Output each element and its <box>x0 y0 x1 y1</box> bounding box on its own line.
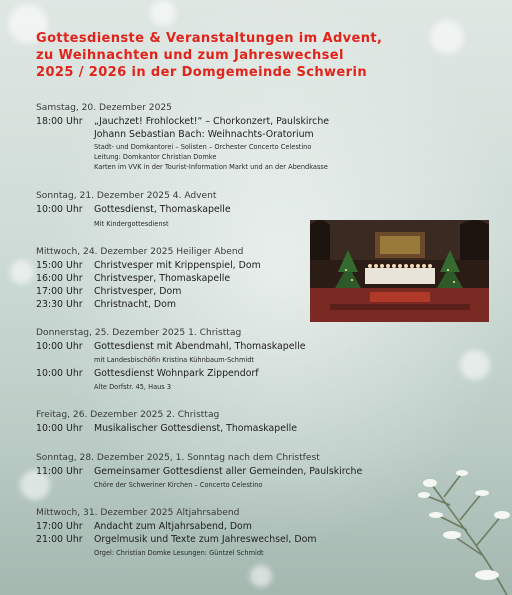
day-heading: Mittwoch, 24. Dezember 2025 Heiliger Abend <box>36 247 244 257</box>
event-row <box>36 367 259 380</box>
event-title: Christvesper, Thomaskapelle <box>94 273 231 284</box>
event-time: 10:00 Uhr <box>36 204 83 215</box>
event-title: Christvesper, Dom <box>94 286 182 297</box>
event-title: Christvesper mit Krippenspiel, Dom <box>94 260 261 271</box>
event-row <box>36 422 297 435</box>
bokeh-light <box>430 20 464 54</box>
event-time: 17:00 Uhr <box>36 286 83 297</box>
event-detail: Stadt- und Domkantorei – Solisten – Orchester Concerto Celestino <box>94 143 312 151</box>
event-time: 21:00 Uhr <box>36 534 83 545</box>
event-time: 10:00 Uhr <box>36 423 83 434</box>
event-detail: Karten im VVK in der Tourist-Information Markt und an der Abendkasse <box>94 163 328 171</box>
pine-branch-decoration <box>352 375 512 595</box>
event-row <box>36 259 261 272</box>
day-heading: Samstag, 20. Dezember 2025 <box>36 103 172 113</box>
title-line-3: 2025 / 2026 in der Domgemeinde Schwerin <box>36 65 367 80</box>
event-row <box>36 285 181 298</box>
event-row <box>36 298 176 311</box>
event-title: Gottesdienst, Thomaskapelle <box>94 204 231 215</box>
event-row <box>36 520 252 533</box>
event-detail: Mit Kindergottesdienst <box>94 220 169 228</box>
event-time: 11:00 Uhr <box>36 466 83 477</box>
event-title: Musikalischer Gottesdienst, Thomaskapelle <box>94 423 297 434</box>
day-heading: Sonntag, 21. Dezember 2025 4. Advent <box>36 191 217 201</box>
day-heading: Freitag, 26. Dezember 2025 2. Christtag <box>36 410 220 420</box>
event-row <box>94 128 314 141</box>
event-row <box>36 465 362 478</box>
event-title: Gemeinsamer Gottesdienst aller Gemeinden, Paulskirche <box>94 466 363 477</box>
event-time: 18:00 Uhr <box>36 116 83 127</box>
title-line-1: Gottesdienste & Veranstaltungen im Advent, <box>36 31 383 46</box>
poster-title <box>36 30 382 81</box>
event-title: „Jauchzet! Frohlocket!“ – Chorkonzert, Paulskirche <box>94 116 330 127</box>
event-detail: mit Landesbischöfin Kristina Kühnbaum-Schmidt <box>94 356 255 364</box>
event-time: 17:00 Uhr <box>36 521 83 532</box>
event-row <box>36 203 231 216</box>
church-interior-photo <box>310 220 489 322</box>
event-title: Andacht zum Altjahrsabend, Dom <box>94 521 252 532</box>
event-title: Johann Sebastian Bach: Weihnachts-Oratorium <box>94 129 314 140</box>
event-title: Christnacht, Dom <box>94 299 177 310</box>
title-line-2: zu Weihnachten und zum Jahreswechsel <box>36 48 344 63</box>
event-detail: Orgel: Christian Domke Lesungen: Güntzel Schmidt <box>94 549 264 557</box>
event-row <box>36 533 316 546</box>
event-detail: Leitung: Domkantor Christian Domke <box>94 153 217 161</box>
event-row <box>36 272 230 285</box>
event-row <box>36 340 305 353</box>
event-detail: Chöre der Schweriner Kirchen – Concerto Celestino <box>94 481 263 489</box>
day-heading: Mittwoch, 31. Dezember 2025 Altjahrsabend <box>36 508 240 518</box>
event-detail: Alte Dorfstr. 45, Haus 3 <box>94 383 172 391</box>
event-time: 15:00 Uhr <box>36 260 83 271</box>
bokeh-light <box>10 260 34 284</box>
event-title: Orgelmusik und Texte zum Jahreswechsel, Dom <box>94 534 317 545</box>
day-heading: Sonntag, 28. Dezember 2025, 1. Sonntag nach dem Christfest <box>36 453 320 463</box>
bokeh-light <box>250 565 272 587</box>
event-time: 10:00 Uhr <box>36 341 83 352</box>
bokeh-light <box>150 0 176 26</box>
event-title: Gottesdienst Wohnpark Zippendorf <box>94 368 259 379</box>
event-time: 23:30 Uhr <box>36 299 83 310</box>
event-title: Gottesdienst mit Abendmahl, Thomaskapelle <box>94 341 306 352</box>
event-row <box>36 115 329 128</box>
event-time: 10:00 Uhr <box>36 368 83 379</box>
day-heading: Donnerstag, 25. Dezember 2025 1. Christtag <box>36 328 242 338</box>
event-time: 16:00 Uhr <box>36 273 83 284</box>
